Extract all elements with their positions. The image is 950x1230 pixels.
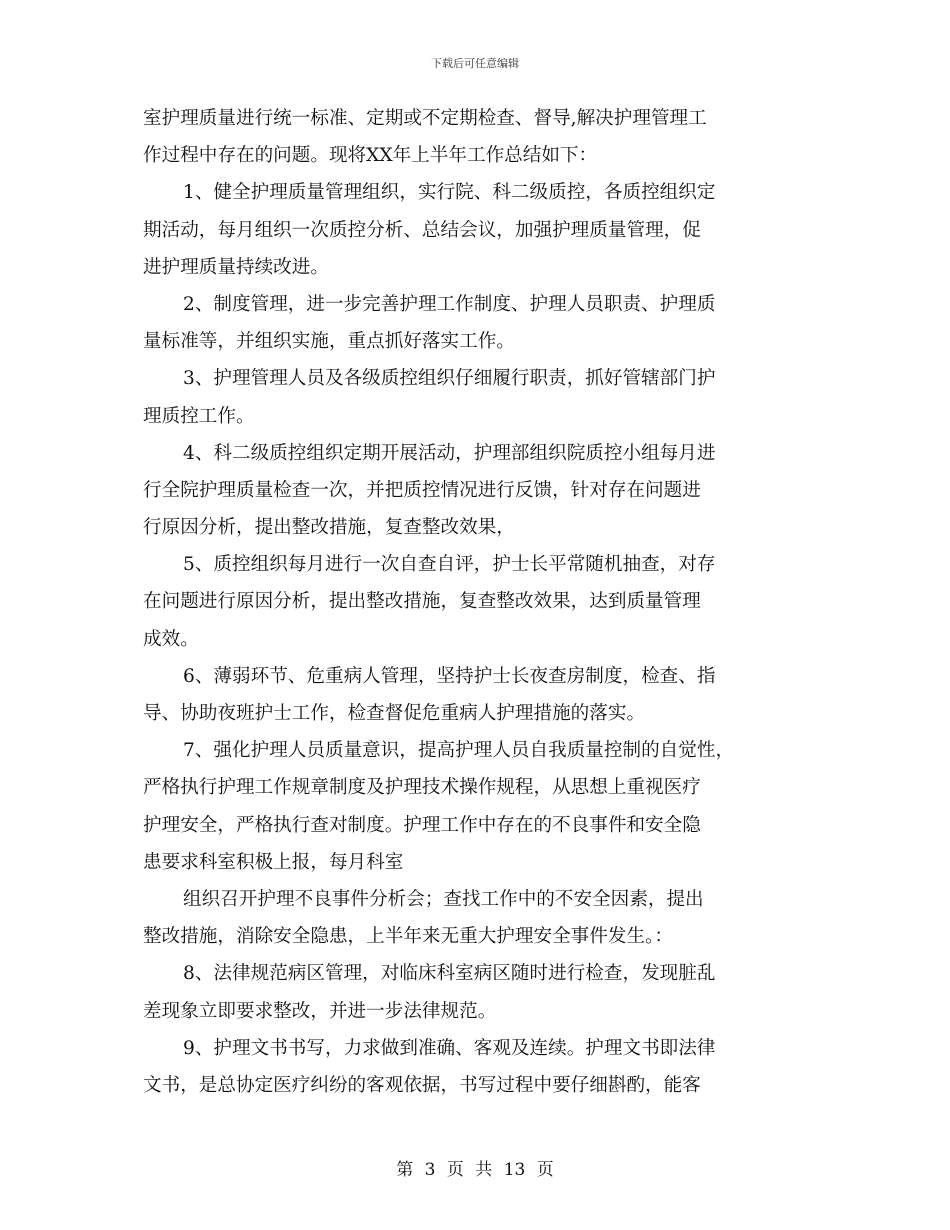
text-line: 文书，是总协定医疗纠纷的客观依据，书写过程中要仔细斟酌，能客	[143, 1074, 701, 1096]
page-header: 下载后可任意编辑	[431, 57, 519, 70]
text-line: 患要求科室积极上报，每月科室	[143, 851, 404, 873]
text-line: 3、护理管理人员及各级质控组织仔细履行职责，抓好管辖部门护	[183, 368, 716, 390]
text-line: 组织召开护理不良事件分析会；查找工作中的不安全因素，提出	[183, 888, 704, 910]
text-line: 7、强化护理人员质量意识，提高护理人员自我质量控制的自觉性，	[183, 740, 735, 762]
text-line: 2、制度管理，进一步完善护理工作制度、护理人员职责、护理质	[183, 293, 716, 315]
text-line: 导、协助夜班护士工作，检查督促危重病人护理措施的落实。	[143, 703, 646, 724]
text-line: 进护理质量持续改进。	[143, 256, 329, 278]
text-line: 理质控工作。	[143, 405, 255, 427]
text-line: 严格执行护理工作规章制度及护理技术操作规程，从思想上重视医疗	[143, 777, 701, 799]
text-line: 室护理质量进行统一标准、定期或不定期检查、督导,解决护理管理工	[143, 108, 707, 129]
page-footer: 第 3 页 共 13 页	[396, 1160, 554, 1180]
text-line: 在问题进行原因分析，提出整改措施，复查整改效果，达到质量管理	[143, 591, 701, 613]
text-line: 作过程中存在的问题。现将XX年上半年工作总结如下：	[143, 145, 598, 167]
text-line: 护理安全，严格执行查对制度。护理工作中存在的不良事件和安全隐	[143, 814, 701, 836]
text-line: 1、健全护理质量管理组织，实行院、科二级质控，各质控组织定	[183, 182, 716, 204]
text-line: 5、质控组织每月进行一次自查自评，护士长平常随机抽查，对存	[183, 554, 716, 576]
text-line: 成效。	[143, 628, 199, 650]
text-line: 差现象立即要求整改，并进一步法律规范。	[143, 1000, 497, 1022]
document-body	[143, 100, 818, 1104]
text-line: 行原因分析，提出整改措施，复查整改效果，	[143, 517, 515, 539]
text-line: 行全院护理质量检查一次，并把质控情况进行反馈，针对存在问题进	[143, 479, 701, 501]
text-line: 期活动，每月组织一次质控分析、总结会议，加强护理质量管理，促	[143, 219, 701, 241]
text-line: 4、科二级质控组织定期开展活动，护理部组织院质控小组每月进	[183, 442, 716, 464]
text-line: 9、护理文书书写，力求做到准确、客观及连续。护理文书即法律	[183, 1037, 716, 1059]
text-line: 量标准等，并组织实施，重点抓好落实工作。	[143, 331, 515, 353]
text-line: 6、薄弱环节、危重病人管理，坚持护士长夜查房制度，检查、指	[183, 665, 716, 687]
text-line: 整改措施，消除安全隐患，上半年来无重大护理安全事件发生。：	[143, 926, 673, 948]
text-line: 8、法律规范病区管理，对临床科室病区随时进行检查，发现脏乱	[183, 963, 716, 985]
